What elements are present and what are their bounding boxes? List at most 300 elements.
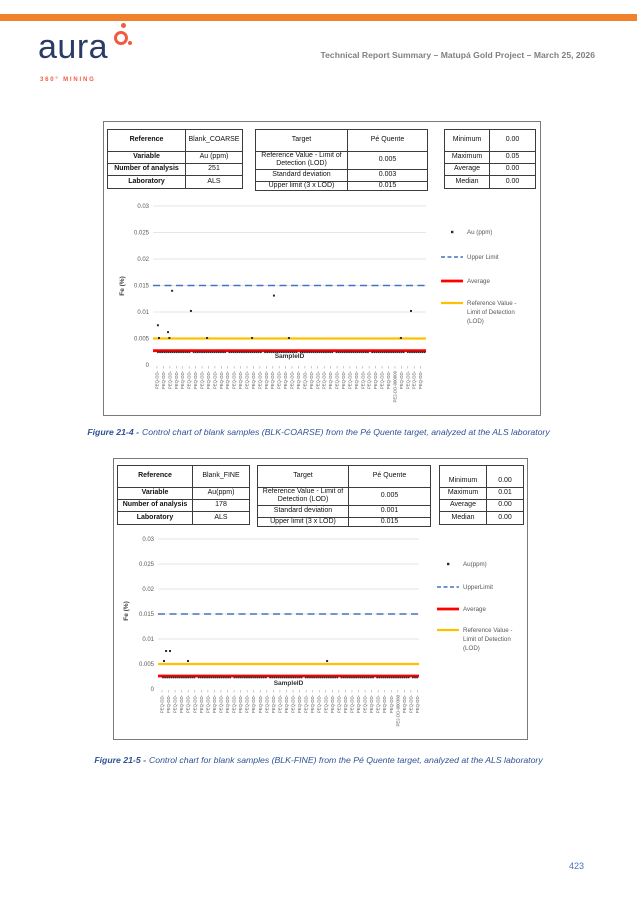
x-tick-label: PEQ-DD-: [353, 371, 359, 390]
sample-point: [264, 351, 266, 353]
sample-point: [350, 351, 352, 353]
x-tick-label: PEQ-DD-: [303, 695, 309, 714]
sample-point: [315, 351, 317, 353]
sample-point: [338, 351, 340, 353]
sample-point: [391, 677, 393, 679]
x-tick-label: PEQ-DD-: [238, 371, 244, 390]
sample-point: [326, 677, 328, 679]
sample-point-outlier: [400, 337, 402, 339]
x-tick-label: PEQ-DD-: [290, 695, 296, 714]
x-axis-title: SampleID: [274, 353, 305, 360]
sample-point: [372, 677, 374, 679]
sample-point: [322, 677, 324, 679]
sample-point: [305, 677, 307, 679]
sample-point: [288, 677, 290, 679]
x-tick-label: PEQ-DD-: [315, 371, 321, 390]
legend-label: Average: [467, 278, 490, 285]
sample-point: [373, 351, 375, 353]
sample-point: [318, 677, 320, 679]
sample-point: [292, 677, 294, 679]
page-number: 423: [568, 861, 584, 871]
x-tick-label: PEQ-DD-: [418, 371, 424, 390]
sample-point: [343, 677, 345, 679]
sample-point: [241, 351, 243, 353]
sample-point: [325, 351, 327, 353]
sample-point: [204, 677, 206, 679]
sample-point: [197, 351, 199, 353]
table-row-label: Number of analysis: [118, 500, 193, 512]
sample-point: [366, 677, 368, 679]
x-tick-label: PEQ-DD-: [270, 695, 276, 714]
table-row-value: 0.005: [349, 488, 431, 506]
figure-caption-text: Control chart for blank samples (BLK-FINE) from the Pé Quente target, analyzed at the ALS laboratory: [148, 755, 543, 765]
sample-point: [352, 351, 354, 353]
sample-point: [402, 677, 404, 679]
sample-point: [183, 677, 185, 679]
sample-point: [355, 351, 357, 353]
sample-point: [415, 351, 417, 353]
sample-point: [309, 677, 311, 679]
sample-point: [208, 351, 210, 353]
legend-label: Limit of Detection: [467, 309, 515, 316]
table-row-label: Reference: [118, 466, 193, 488]
sample-point: [355, 677, 357, 679]
x-tick-label: PEQ-DD-: [250, 371, 256, 390]
sample-point-outlier: [206, 337, 208, 339]
table-row-value: 0.005: [348, 152, 428, 170]
table-row-value: Pé Quente: [349, 466, 431, 488]
sample-point: [394, 351, 396, 353]
sample-point: [263, 677, 265, 679]
sample-point: [178, 351, 180, 353]
sample-point: [411, 351, 413, 353]
y-tick-label: 0.005: [138, 662, 154, 668]
sample-point: [233, 351, 235, 353]
sample-point: [384, 351, 386, 353]
sample-point: [329, 351, 331, 353]
sample-point: [348, 351, 350, 353]
table-row-label: Laboratory: [118, 512, 193, 525]
sample-point-outlier: [288, 337, 290, 339]
sample-point: [266, 351, 268, 353]
sample-point: [184, 351, 186, 353]
sample-point: [198, 677, 200, 679]
sample-point: [313, 677, 315, 679]
sample-point: [213, 677, 215, 679]
sample-point: [378, 677, 380, 679]
x-tick-label: PEQ-DD-: [251, 695, 257, 714]
sample-point: [217, 677, 219, 679]
figure-box-blk-fine: [113, 458, 528, 740]
x-tick-label: PEQ-DD-: [225, 371, 231, 390]
x-tick-label: PEQ-DD-: [277, 695, 283, 714]
sample-point-outlier: [410, 310, 412, 312]
sample-point: [321, 351, 323, 353]
sample-point: [401, 351, 403, 353]
x-tick-label: PEQ-DD-: [405, 371, 411, 390]
x-tick-label: PEQ-DD-: [198, 695, 204, 714]
sample-point: [315, 677, 317, 679]
sample-point: [265, 677, 267, 679]
sample-point: [235, 351, 237, 353]
x-tick-label: PEQ-DD-: [342, 695, 348, 714]
sample-point: [260, 351, 262, 353]
sample-point: [344, 351, 346, 353]
legend-label: Au (ppm): [467, 229, 493, 236]
sample-point-outlier: [187, 660, 189, 662]
sample-point: [313, 351, 315, 353]
table-row-value: ALS: [193, 512, 250, 525]
sample-point: [248, 677, 250, 679]
sample-point-outlier: [167, 331, 169, 333]
sample-point: [310, 351, 312, 353]
sample-point: [320, 677, 322, 679]
sample-point-outlier: [157, 324, 159, 326]
sample-point: [420, 351, 422, 353]
x-tick-label: PEQ-DD-: [283, 695, 289, 714]
sample-point: [406, 677, 408, 679]
logo-tagline: 360° MINING: [40, 77, 96, 83]
figure-box-blk-coarse: [103, 121, 541, 416]
sample-point: [199, 351, 201, 353]
sample-point: [168, 351, 170, 353]
sample-point: [382, 351, 384, 353]
table-row-value: ALS: [186, 176, 243, 189]
x-tick-label: PEQ-DD-: [166, 695, 172, 714]
table-row-value: Pé Quente: [348, 130, 428, 152]
sample-point-outlier: [169, 650, 171, 652]
y-tick-label: 0.03: [137, 204, 149, 210]
table-row-value: 0.00: [487, 466, 524, 488]
x-tick-label: PEQ-DD-: [225, 695, 230, 714]
sample-point: [308, 351, 310, 353]
sample-point: [205, 351, 207, 353]
x-tick-label: PEQ-DD-: [167, 371, 173, 390]
x-tick-label: PEQ-DD-: [362, 695, 368, 714]
sample-point: [250, 677, 252, 679]
sample-point: [176, 351, 178, 353]
x-tick-label: PEQ-DD-: [160, 371, 166, 390]
legend-label: (LOD): [463, 645, 480, 652]
sample-point: [389, 677, 391, 679]
x-tick-label: PEQ-DD-: [212, 371, 218, 390]
sample-point: [261, 677, 263, 679]
sample-point: [397, 351, 399, 353]
sample-point: [414, 677, 416, 679]
x-tick-label: PEQ-DD-: [340, 371, 346, 390]
sample-point: [327, 351, 329, 353]
table-row-value: Au (ppm): [186, 152, 243, 164]
figure-caption-label: Figure 21-5 -: [94, 755, 146, 765]
x-tick-label: PEQ-DD-: [310, 695, 316, 714]
y-tick-label: 0.025: [133, 230, 149, 237]
y-tick-label: 0.015: [133, 283, 149, 290]
x-tick-label: PEQ-DD-: [231, 371, 237, 390]
y-tick-label: 0.03: [142, 537, 154, 543]
sample-point: [286, 677, 288, 679]
sample-point: [173, 677, 175, 679]
sample-point: [157, 351, 159, 353]
table-row-label: Target: [256, 130, 348, 152]
sample-point: [259, 677, 261, 679]
sample-point: [231, 351, 233, 353]
legend-label: Au(ppm): [463, 561, 487, 568]
table-row-value: 0.00: [490, 176, 536, 189]
sample-point: [345, 677, 347, 679]
sample-point: [407, 351, 409, 353]
table-row-label: Reference Value - Limit of Detection (LOD): [258, 488, 349, 506]
sample-point: [214, 351, 216, 353]
table-row-value: 0.015: [349, 517, 431, 526]
sample-point: [278, 677, 280, 679]
table-row-value: Au(ppm): [193, 488, 250, 500]
x-tick-label: PEQ-DD-: [369, 695, 375, 714]
legend-label: Limit of Detection: [463, 636, 511, 643]
y-axis-title: Fe (%): [119, 276, 126, 296]
figure-caption: [0, 427, 637, 437]
sample-point: [166, 677, 168, 679]
sample-point: [223, 677, 225, 679]
sample-point: [284, 677, 286, 679]
sample-point: [175, 677, 177, 679]
sample-point: [269, 677, 271, 679]
table-row-label: Upper limit (3 x LOD): [256, 181, 348, 190]
x-tick-label: PEQ-DD-: [186, 371, 192, 390]
legend-label: (LOD): [467, 318, 484, 325]
x-tick-label: PEQ-DD-: [366, 371, 372, 390]
aura-logo-mark-icon: [114, 23, 134, 49]
sample-point: [164, 677, 166, 679]
sample-point: [328, 677, 330, 679]
sample-point: [161, 351, 163, 353]
control-chart: [114, 459, 527, 739]
x-tick-label: PEQ-DD-: [328, 371, 334, 390]
sample-point: [174, 351, 176, 353]
sample-point: [210, 351, 212, 353]
sample-point: [360, 677, 362, 679]
sample-point: [257, 677, 259, 679]
sample-point: [271, 677, 273, 679]
legend-label: Upper Limit: [467, 254, 499, 261]
sample-point: [357, 677, 359, 679]
sample-point: [240, 677, 242, 679]
sample-point: [371, 351, 373, 353]
x-tick-label: PEQ-DD-: [323, 695, 329, 714]
x-tick-label: PEQ-DD-: [308, 371, 314, 390]
sample-point: [392, 351, 394, 353]
sample-point: [208, 677, 210, 679]
y-tick-label: 0.01: [137, 310, 149, 316]
sample-point: [250, 351, 252, 353]
sample-point-outlier: [326, 660, 328, 662]
sample-point: [388, 351, 390, 353]
x-tick-label: PEQ-DD-: [388, 695, 394, 714]
sample-point: [162, 677, 164, 679]
table-row-value: 0.00: [487, 500, 524, 512]
sample-point: [424, 351, 426, 353]
sample-point: [206, 677, 208, 679]
sample-point: [307, 677, 309, 679]
x-tick-label: PEQ-DD-: [173, 371, 179, 390]
sample-point: [376, 677, 378, 679]
legend-marker-dot: [451, 231, 453, 233]
x-tick-label: PEQ-DD-: [244, 371, 250, 390]
sample-point: [195, 351, 197, 353]
sample-point: [362, 677, 364, 679]
sample-point: [222, 351, 224, 353]
x-tick-label: PEQ-DD-: [179, 695, 185, 714]
document-header-title: Technical Report Summary – Matupá Gold Project – March 25, 2026: [320, 50, 595, 60]
x-tick-label: PEQ-DD-: [205, 371, 211, 390]
sample-point: [378, 351, 380, 353]
table-row-label: Minimum: [440, 466, 487, 488]
legend-label: Average: [463, 606, 486, 613]
y-tick-label: 0: [145, 363, 149, 369]
sample-point: [404, 677, 406, 679]
sample-point: [294, 677, 296, 679]
sample-point: [268, 351, 270, 353]
x-tick-label: PEQ-DD-: [321, 371, 327, 390]
y-tick-label: 0.025: [138, 562, 154, 568]
sample-point: [187, 351, 189, 353]
sample-point: [347, 677, 349, 679]
x-tick-label: PEQ-DD-: [257, 371, 263, 390]
table-row-label: Median: [440, 512, 487, 525]
sample-point: [242, 677, 244, 679]
sample-point: [387, 677, 389, 679]
sample-point: [301, 677, 303, 679]
sample-point: [341, 677, 343, 679]
sample-point: [185, 677, 187, 679]
figure-caption-label: Figure 21-4 -: [87, 427, 139, 437]
sample-point: [187, 677, 189, 679]
sample-point: [416, 677, 418, 679]
sample-point: [180, 351, 182, 353]
sample-point-outlier: [273, 295, 275, 297]
x-tick-label: PEQ-DD-: [302, 371, 308, 390]
x-tick-label: PEQ-DD-: [231, 695, 237, 714]
sample-point: [409, 351, 411, 353]
table-row-value: 0.001: [349, 505, 431, 517]
sample-point: [361, 351, 363, 353]
sample-point: [380, 351, 382, 353]
table-row-value: 0.015: [348, 181, 428, 190]
table-row-label: Maximum: [445, 152, 490, 164]
table-row-value: 0.00: [490, 164, 536, 176]
x-tick-label: PEQ-DD-: [180, 371, 186, 390]
sample-point: [393, 677, 395, 679]
x-tick-label: PEQ-DD-: [295, 371, 301, 390]
sample-point: [297, 677, 299, 679]
table-row-value: Blank_FINE: [193, 466, 250, 488]
sample-point: [220, 351, 222, 353]
x-tick-label: PEQ-DD-: [218, 695, 224, 714]
sample-point: [193, 351, 195, 353]
sample-point-outlier: [251, 337, 253, 339]
sample-point: [273, 677, 275, 679]
sample-point: [370, 677, 372, 679]
sample-point: [399, 351, 401, 353]
x-tick-label: PEQ-DD-: [211, 695, 217, 714]
sample-point: [311, 677, 313, 679]
table-row-value: 0.05: [490, 152, 536, 164]
x-tick-label: PEQ-DD-: [244, 695, 250, 714]
table-row-label: Reference: [108, 130, 186, 152]
x-tick-label: PEQ-DD-: [356, 695, 361, 714]
sample-point: [192, 677, 194, 679]
sample-point: [280, 677, 282, 679]
x-tick-label: PEQ-DD-: [414, 695, 420, 714]
table-row-value: 0.01: [487, 488, 524, 500]
y-tick-label: 0.02: [137, 257, 149, 263]
sample-point: [177, 677, 179, 679]
table-row-label: Minimum: [445, 130, 490, 152]
x-tick-label: PEQ-DD-: [398, 371, 404, 390]
table-row-label: Standard deviation: [256, 169, 348, 181]
sample-point-outlier: [165, 650, 167, 652]
sample-point: [397, 677, 399, 679]
table-row-value: 251: [186, 164, 243, 176]
sample-point: [229, 677, 231, 679]
x-tick-label: PEQ-DD-: [218, 371, 224, 390]
x-tick-label: PEQ-DD-: [336, 695, 342, 714]
sample-point: [170, 351, 172, 353]
sample-point: [194, 677, 196, 679]
sample-point: [252, 351, 254, 353]
sample-point: [276, 677, 278, 679]
sample-point: [166, 351, 168, 353]
sample-point: [332, 677, 334, 679]
figure-caption: [0, 755, 637, 765]
sample-point: [181, 677, 183, 679]
x-tick-label: PEQ-DD-: [263, 371, 269, 390]
y-tick-label: 0.005: [133, 336, 149, 343]
x-tick-label: PEQ-DD-: [297, 695, 303, 714]
x-tick-label: PEQ-DD-: [289, 371, 295, 390]
x-tick-label: PEQ-DD-: [283, 371, 289, 390]
sample-point: [365, 351, 367, 353]
sample-point: [247, 351, 249, 353]
table-row-label: Standard deviation: [258, 505, 349, 517]
table-row-label: Maximum: [440, 488, 487, 500]
sample-point: [385, 677, 387, 679]
sample-point: [212, 351, 214, 353]
sample-point: [282, 677, 284, 679]
table-row-label: Laboratory: [108, 176, 186, 189]
sample-point-outlier: [190, 310, 192, 312]
table-row-label: Variable: [108, 152, 186, 164]
sample-point-outlier: [163, 660, 165, 662]
x-tick-label: PEQ-DD-: [205, 695, 211, 714]
sample-point: [271, 351, 273, 353]
sample-point: [368, 677, 370, 679]
x-tick-label: PEQ-DD-: [375, 695, 381, 714]
sample-point: [221, 677, 223, 679]
sample-point: [334, 677, 336, 679]
x-tick-label: PEQ-DD-: [257, 695, 263, 714]
sample-point: [399, 677, 401, 679]
sample-point: [376, 351, 378, 353]
sample-point: [346, 351, 348, 353]
sample-point: [210, 677, 212, 679]
table-row-label: Target: [258, 466, 349, 488]
legend-marker-dot: [447, 563, 449, 565]
x-tick-label: PE2-DD-000380: [395, 695, 401, 727]
sample-point: [323, 351, 325, 353]
sample-point: [227, 677, 229, 679]
x-tick-label: PEQ-DD-: [385, 371, 391, 390]
sample-point: [386, 351, 388, 353]
